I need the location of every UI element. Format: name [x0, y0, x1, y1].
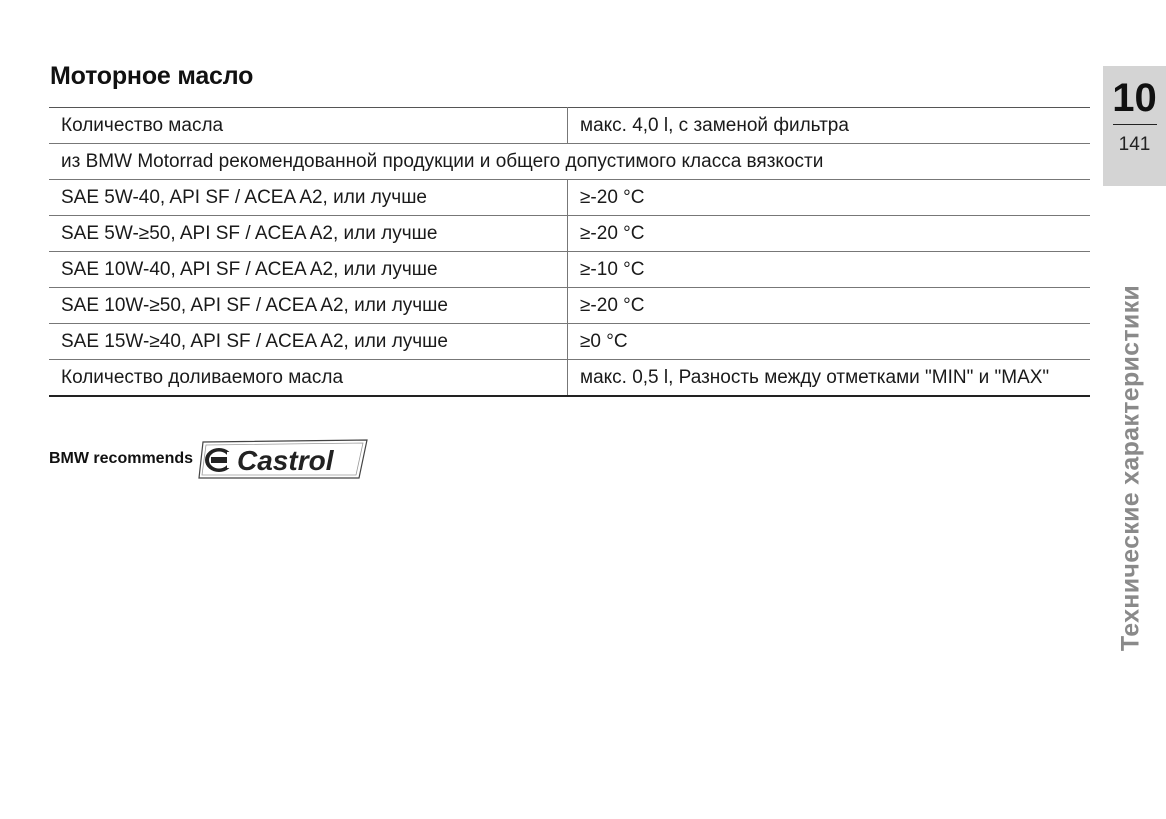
table-cell-value: ≥-10 °C — [568, 252, 1091, 288]
chapter-number: 10 — [1112, 76, 1157, 120]
castrol-wordmark: Castrol — [237, 445, 334, 476]
table-cell-note: из BMW Motorrad рекомендованной продукции и общего допустимого класса вязкости — [49, 144, 1090, 180]
table-cell-value: ≥-20 °C — [568, 288, 1091, 324]
page-number: 141 — [1118, 134, 1151, 155]
brand-recommendation — [49, 436, 369, 482]
table-cell-value: макс. 0,5 l, Разность между отметками "MIN" и "MAX" — [568, 360, 1091, 397]
table-cell-label: SAE 10W-40, API SF / ACEA A2, или лучше — [49, 252, 568, 288]
table-cell-value: макс. 4,0 l, с заменой фильтра — [580, 115, 849, 136]
table-cell-label: SAE 15W-≥40, API SF / ACEA A2, или лучше — [49, 324, 568, 360]
table-row — [49, 108, 1090, 144]
table-row — [49, 324, 1090, 360]
table-row — [49, 180, 1090, 216]
table-cell-label: SAE 5W-≥50, API SF / ACEA A2, или лучше — [49, 216, 568, 252]
table-cell-label: SAE 10W-≥50, API SF / ACEA A2, или лучше — [49, 288, 568, 324]
table-cell-value: ≥-20 °C — [568, 216, 1091, 252]
table-row — [49, 360, 1090, 397]
table-cell-label: Количество масла — [49, 108, 568, 144]
section-title: Моторное масло — [50, 62, 254, 90]
chapter-divider — [1113, 124, 1157, 125]
table-row — [49, 288, 1090, 324]
recommendation-label: BMW recommends — [49, 450, 194, 467]
table-cell-value: ≥0 °C — [568, 324, 1091, 360]
table-cell-value: ≥-20 °C — [568, 180, 1091, 216]
chapter-tab — [1103, 66, 1166, 186]
table-cell-label: SAE 5W-40, API SF / ACEA A2, или лучше — [49, 180, 568, 216]
castrol-logo — [197, 436, 369, 482]
table-row — [49, 216, 1090, 252]
chapter-title: Технические характеристики — [1116, 284, 1145, 652]
oil-spec-table — [49, 107, 1090, 397]
table-row — [49, 144, 1090, 180]
table-cell-label: Количество доливаемого масла — [49, 360, 568, 397]
table-row — [49, 252, 1090, 288]
